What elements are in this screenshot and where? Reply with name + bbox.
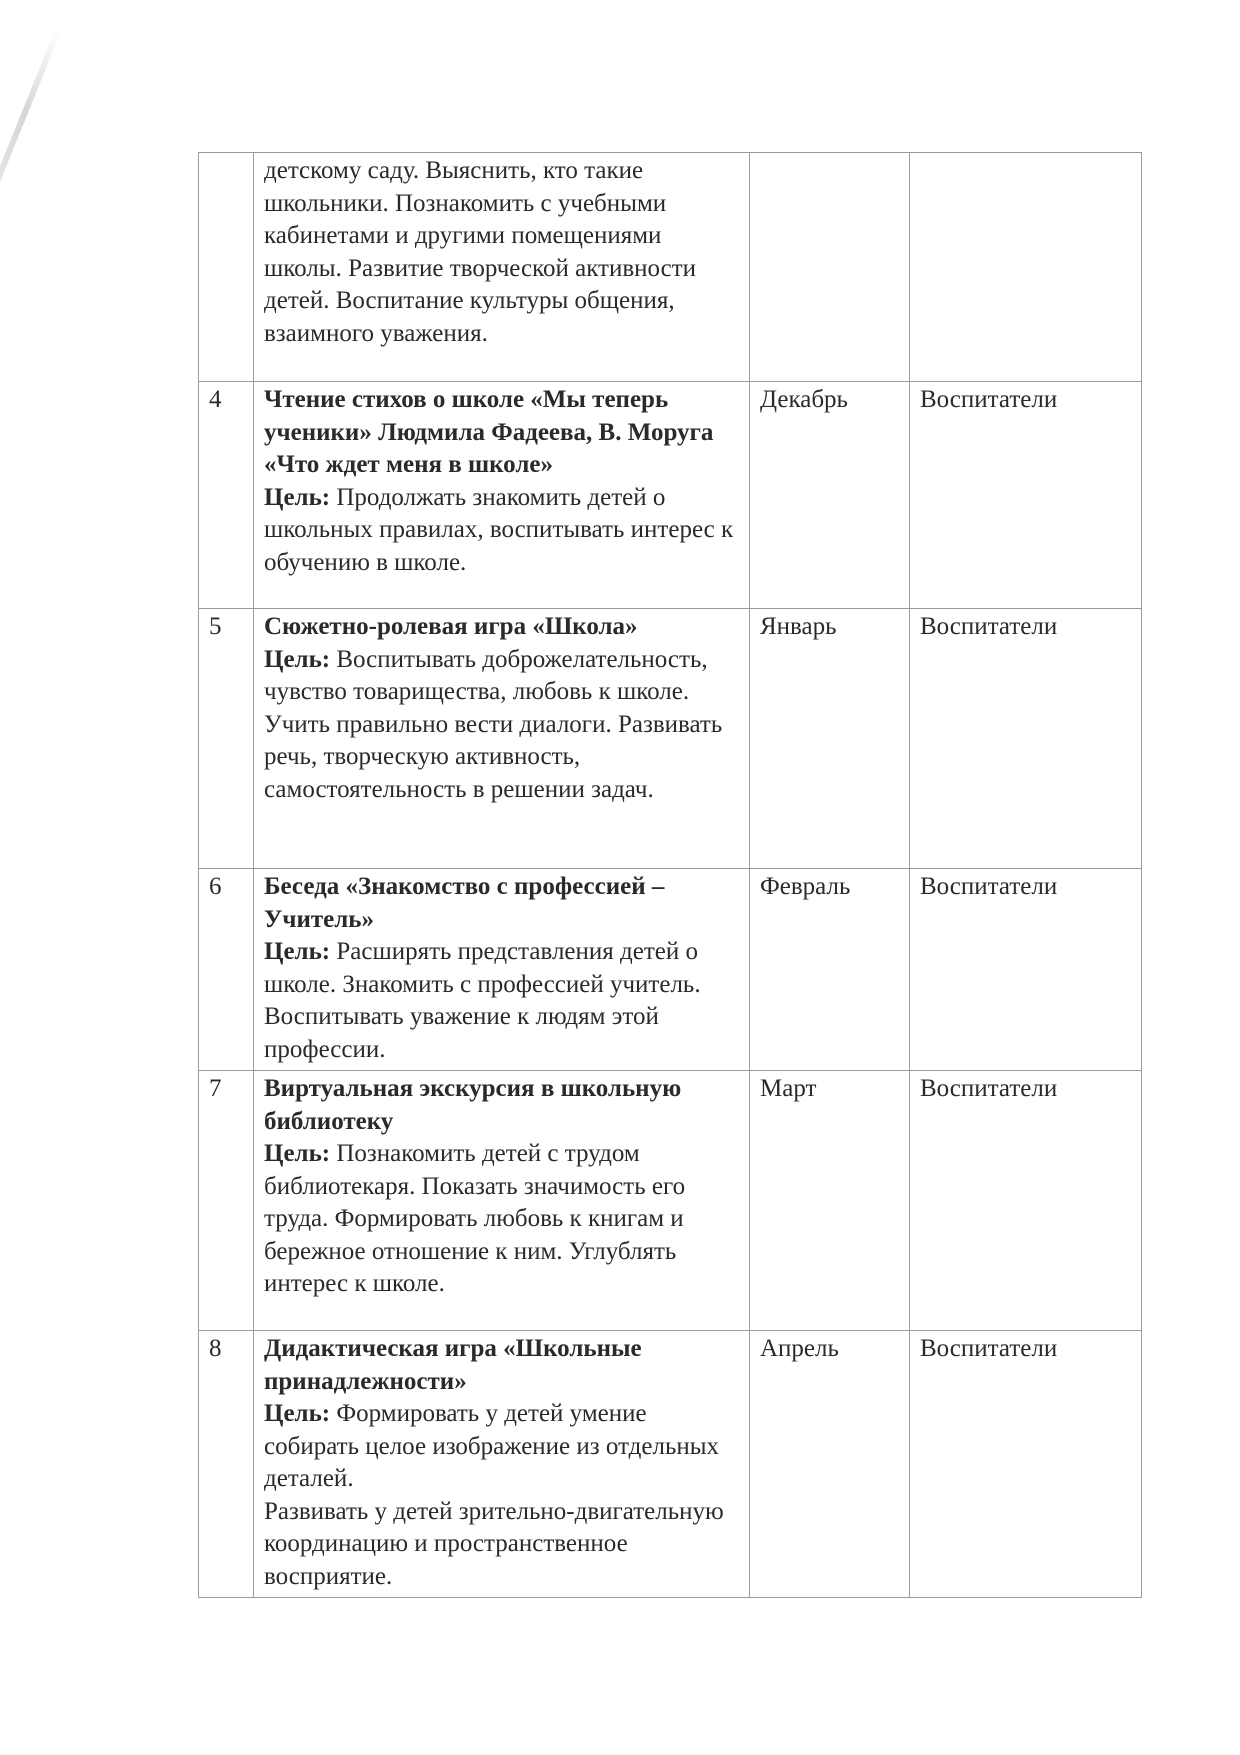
row-month: Февраль [750,869,910,1071]
event-title: Дидактическая игра «Школьные принадлежности» [264,1335,642,1395]
description-text: Продолжать знакомить детей о школьных правилах, воспитывать интерес к обучению в школе. [264,483,734,576]
description-text: Формировать у детей умение собирать целое изображение из отдельных деталей. [264,1400,720,1492]
row-description [254,609,750,869]
scan-artifact [0,30,120,290]
row-responsible: Воспитатели [910,1071,1142,1331]
description-text: детскому саду. Выяснить, кто такие школьники. Познакомить с учебными кабинетами и другими помещениями школы. Развитие творческой активности детей. Воспитание культуры общения, взаимного уважения. [264,157,697,347]
row-description [254,1071,750,1331]
row-description [254,1331,750,1598]
row-month [750,153,910,382]
row-number: 7 [199,1071,254,1331]
row-responsible: Воспитатели [910,1331,1142,1598]
goal-label: Цель: [264,645,331,673]
table-row [199,382,1142,609]
row-number: 4 [199,382,254,609]
row-month: Январь [750,609,910,869]
row-month: Март [750,1071,910,1331]
goal-label: Цель: [264,1400,331,1427]
goal-label: Цель: [264,483,331,511]
row-number: 5 [199,609,254,869]
event-title: Беседа «Знакомство с профессией – Учитель» [264,873,665,933]
row-responsible: Воспитатели [910,609,1142,869]
description-text: Развивать у детей зрительно-двигательную координацию и пространственное восприятие. [264,1497,724,1590]
table-row [199,1071,1142,1331]
table-row [199,153,1142,382]
row-month: Декабрь [750,382,910,609]
row-number: 6 [199,869,254,1071]
row-number: 8 [199,1331,254,1598]
row-description [254,382,750,609]
event-title: Сюжетно-ролевая игра «Школа» [264,613,638,640]
description-text: Воспитывать доброжелательность, чувство товарищества, любовь к школе. Учить правильно вести диалоги. Развивать речь, творческую активность, самостоятельность в решении задач. [264,645,723,803]
table-row [199,609,1142,869]
description-text: Расширять представления детей о школе. Знакомить с профессией учитель. Воспитывать уважение к людям этой профессии. [264,938,701,1063]
activities-table [198,152,1142,1598]
table-row [199,1331,1142,1598]
goal-label: Цель: [264,1140,331,1167]
row-responsible: Воспитатели [910,869,1142,1071]
row-responsible [910,153,1142,382]
goal-label: Цель: [264,938,331,965]
event-title: Виртуальная экскурсия в школьную библиотеку [264,1075,682,1135]
table-row [199,869,1142,1071]
row-month: Апрель [750,1331,910,1598]
row-description [254,153,750,382]
scan-streak [0,30,61,290]
row-description [254,869,750,1071]
description-text: Познакомить детей с трудом библиотекаря. Показать значимость его труда. Формировать любовь к книгам и бережное отношение к ним. Углублять интерес к школе. [264,1140,686,1297]
event-title: Чтение стихов о школе «Мы теперь ученики» Людмила Фадеева, В. Моруга «Что ждет меня в школе» [264,386,714,478]
row-responsible: Воспитатели [910,382,1142,609]
row-number [199,153,254,382]
